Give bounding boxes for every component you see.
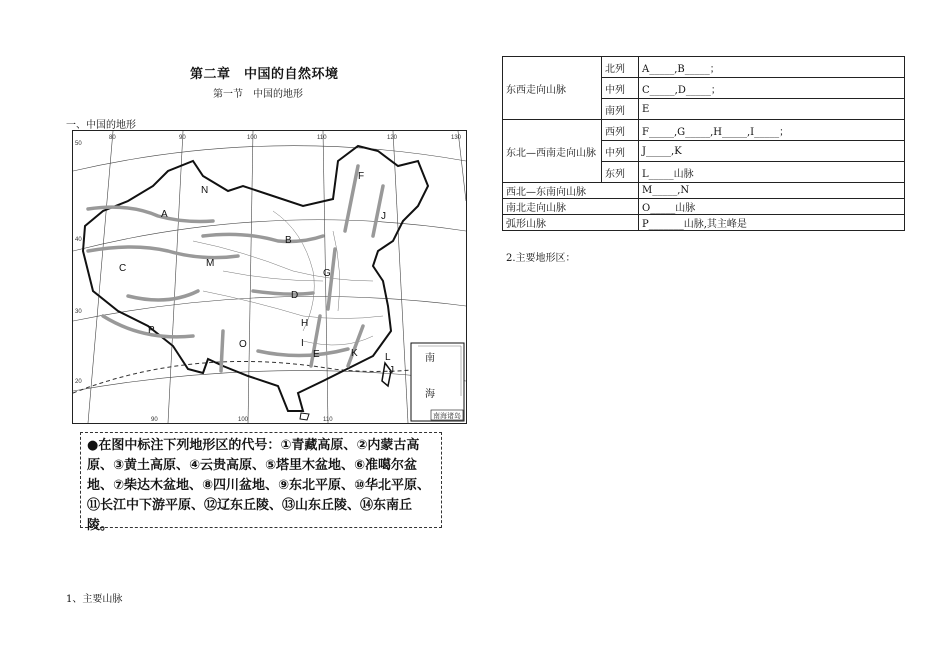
table-cell: E bbox=[639, 99, 905, 120]
map-label-g: G bbox=[323, 268, 331, 279]
table-cell: M_____,N bbox=[639, 183, 905, 199]
table-cell: L_____山脉 bbox=[639, 162, 905, 183]
range-e bbox=[258, 349, 348, 356]
table-row bbox=[503, 57, 905, 78]
range-c bbox=[88, 247, 238, 258]
table-row bbox=[503, 215, 905, 231]
inset-label-nan: 南 bbox=[425, 353, 435, 364]
table-sub: 中列 bbox=[602, 141, 639, 162]
inset-caption: 南海诸岛 bbox=[433, 413, 461, 420]
lat-tick: 50 bbox=[75, 141, 82, 147]
lon-tick: 110 bbox=[323, 417, 333, 423]
table-sub: 北列 bbox=[602, 57, 639, 78]
table-cell: F_____,G_____,H_____,I_____； bbox=[639, 120, 905, 141]
chapter-title: 第二章 中国的自然环境 bbox=[190, 67, 339, 82]
table-category: 弧形山脉 bbox=[503, 215, 639, 231]
range-f bbox=[345, 166, 358, 231]
map-label-e: E bbox=[313, 349, 320, 360]
map-label-n: N bbox=[201, 185, 209, 196]
lon-tick: 130 bbox=[451, 135, 462, 141]
table-sub: 南列 bbox=[602, 99, 639, 120]
table-category: 东西走向山脉 bbox=[503, 57, 602, 120]
mountain-table bbox=[502, 56, 905, 231]
landforms-heading: 2.主要地形区： bbox=[506, 253, 576, 264]
lon-tick: 100 bbox=[238, 417, 249, 423]
map-label-p: P bbox=[148, 325, 155, 336]
south-china-sea-inset bbox=[411, 343, 464, 421]
table-sub: 西列 bbox=[602, 120, 639, 141]
inset-label-hai: 海 bbox=[425, 389, 435, 400]
range-b bbox=[203, 234, 323, 241]
table-cell: A_____,B_____； bbox=[639, 57, 905, 78]
map-label-a: A bbox=[161, 209, 168, 220]
range-g bbox=[328, 249, 335, 309]
range-k bbox=[348, 326, 363, 366]
range-o bbox=[221, 331, 223, 371]
table-sub: 东列 bbox=[602, 162, 639, 183]
range-m bbox=[128, 291, 198, 300]
lon-tick: 120 bbox=[387, 135, 398, 141]
lon-tick: 90 bbox=[151, 417, 158, 423]
map-svg bbox=[73, 131, 466, 423]
table-row bbox=[503, 183, 905, 199]
map-label-j-extra: J bbox=[389, 365, 394, 376]
table-sub: 中列 bbox=[602, 78, 639, 99]
table-category: 西北—东南向山脉 bbox=[503, 183, 639, 199]
map-label-h: H bbox=[301, 318, 309, 329]
map-label-f: F bbox=[358, 171, 365, 182]
china-terrain-map bbox=[72, 130, 467, 424]
table-cell: O_____山脉 bbox=[639, 199, 905, 215]
range-d bbox=[253, 291, 313, 294]
lon-tick: 100 bbox=[247, 135, 258, 141]
map-label-l: L bbox=[385, 352, 391, 363]
map-label-o: O bbox=[239, 339, 247, 350]
lat-tick: 20 bbox=[75, 379, 82, 385]
task-instructions-box: ●在图中标注下列地形区的代号：①青藏高原、②内蒙古高原、③黄土高原、④云贵高原、⑤塔里木盆地、⑥准噶尔盆地、⑦柴达木盆地、⑧四川盆地、⑨东北平原、⑩华北平原、⑪长江中下游平原、⑫辽东丘陵、⑬山东丘陵、⑭东南丘陵。 bbox=[80, 432, 442, 528]
table-cell: J_____,K bbox=[639, 141, 905, 162]
map-label-i: I bbox=[301, 338, 304, 349]
lon-tick: 110 bbox=[317, 135, 327, 141]
table-cell: P_______山脉,其主峰是 bbox=[639, 215, 905, 231]
lon-tick: 80 bbox=[109, 135, 116, 141]
map-label-j: J bbox=[381, 211, 386, 222]
table-row bbox=[503, 199, 905, 215]
hainan-outline bbox=[300, 413, 309, 420]
table-cell: C_____,D_____； bbox=[639, 78, 905, 99]
table-row bbox=[503, 120, 905, 141]
lat-tick: 40 bbox=[75, 237, 82, 243]
mountains-heading: 1、主要山脉 bbox=[66, 594, 123, 605]
part-one-heading: 一、中国的地形 bbox=[66, 120, 136, 131]
table-category: 东北—西南走向山脉 bbox=[503, 120, 602, 183]
lon-tick: 90 bbox=[179, 135, 186, 141]
map-label-c: C bbox=[119, 263, 127, 274]
map-label-b: B bbox=[285, 235, 292, 246]
table-category: 南北走向山脉 bbox=[503, 199, 639, 215]
map-label-k: K bbox=[351, 348, 358, 359]
map-label-m: M bbox=[206, 258, 215, 269]
map-label-d: D bbox=[291, 290, 299, 301]
section-title: 第一节 中国的地形 bbox=[213, 89, 303, 100]
lat-tick: 30 bbox=[75, 309, 82, 315]
